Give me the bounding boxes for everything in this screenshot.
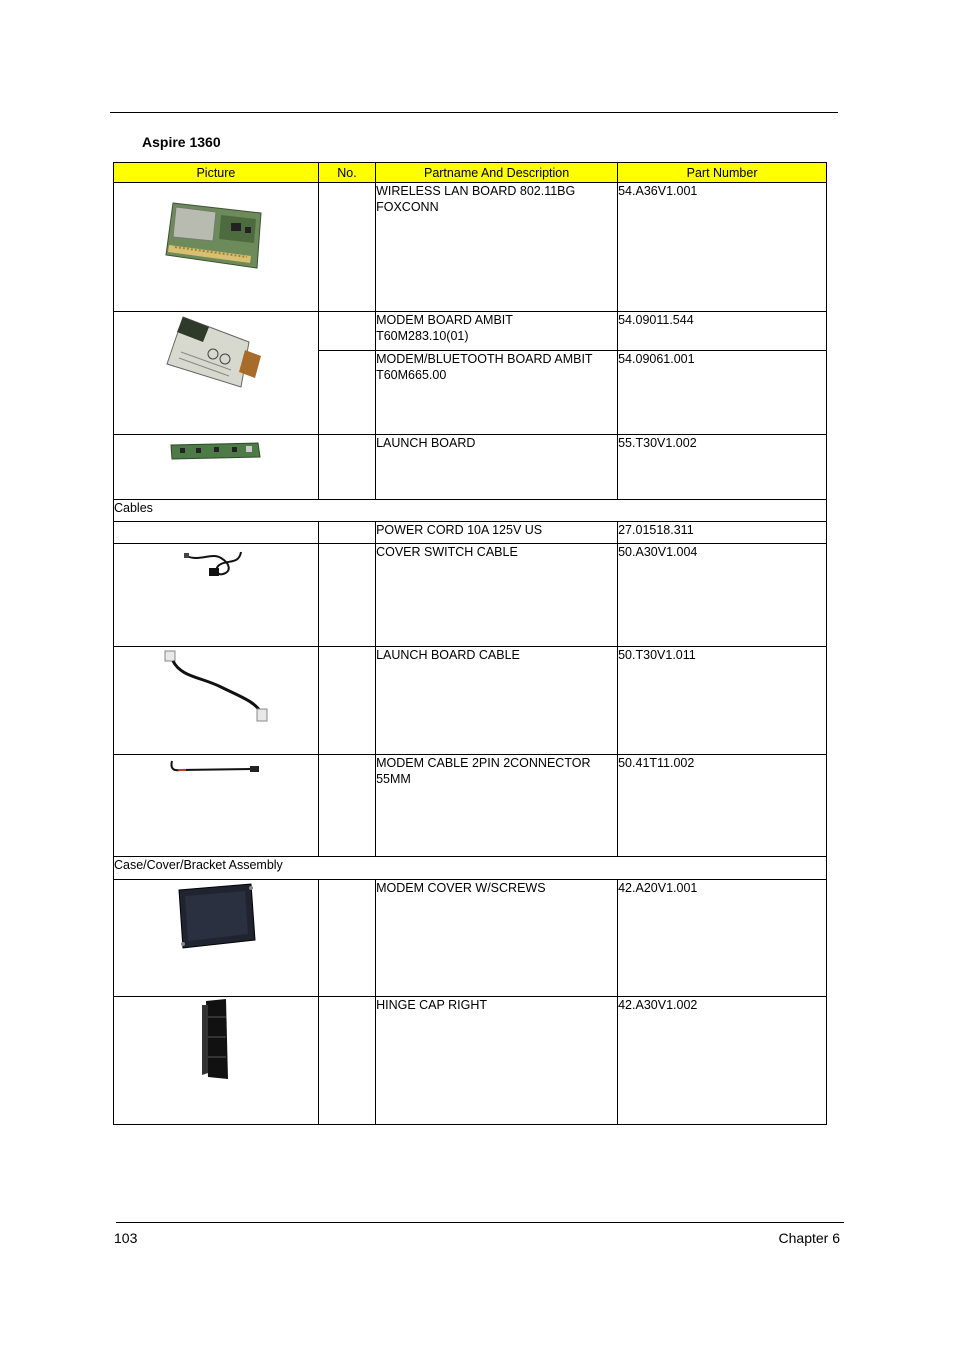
description-cell: MODEM BOARD AMBIT T60M283.10(01) xyxy=(376,312,618,351)
modem-cover-icon xyxy=(171,880,261,952)
no-cell xyxy=(318,312,375,351)
description-cell: MODEM/BLUETOOTH BOARD AMBIT T60M665.00 xyxy=(376,351,618,435)
table-row xyxy=(114,544,827,647)
cover-switch-cable-icon xyxy=(181,544,251,584)
no-cell xyxy=(318,997,375,1125)
header-part-number: Part Number xyxy=(618,163,827,183)
no-cell xyxy=(318,880,375,997)
description-cell: LAUNCH BOARD CABLE xyxy=(376,647,618,755)
description-cell: LAUNCH BOARD xyxy=(376,435,618,500)
no-cell xyxy=(318,755,375,857)
description-cell: POWER CORD 10A 125V US xyxy=(376,522,618,544)
section-row xyxy=(114,500,827,522)
part-number-cell: 55.T30V1.002 xyxy=(618,435,827,500)
header-row xyxy=(114,163,827,183)
description-cell: COVER SWITCH CABLE xyxy=(376,544,618,647)
launch-board-icon xyxy=(166,435,266,465)
no-cell xyxy=(318,647,375,755)
picture-cell xyxy=(114,435,319,500)
header-description: Partname And Description xyxy=(376,163,618,183)
table-row xyxy=(114,755,827,857)
table-row xyxy=(114,312,827,351)
description-cell: WIRELESS LAN BOARD 802.11BG FOXCONN xyxy=(376,183,618,312)
table-row xyxy=(114,183,827,312)
section-label: Case/Cover/Bracket Assembly xyxy=(114,857,827,880)
part-number-cell: 50.T30V1.011 xyxy=(618,647,827,755)
table-row xyxy=(114,435,827,500)
page-number: 103 xyxy=(114,1230,138,1246)
model-title: Aspire 1360 xyxy=(142,134,221,150)
picture-cell xyxy=(114,544,319,647)
part-number-cell: 42.A20V1.001 xyxy=(618,880,827,997)
header-no: No. xyxy=(318,163,375,183)
picture-cell xyxy=(114,997,319,1125)
part-number-cell: 54.09011.544 xyxy=(618,312,827,351)
top-rule xyxy=(110,112,838,113)
parts-table xyxy=(113,162,827,1125)
launch-board-cable-icon xyxy=(161,647,271,727)
table-row xyxy=(114,880,827,997)
no-cell xyxy=(318,351,375,435)
part-number-cell: 54.A36V1.001 xyxy=(618,183,827,312)
picture-cell xyxy=(114,755,319,857)
no-cell xyxy=(318,544,375,647)
description-cell: MODEM CABLE 2PIN 2CONNECTOR 55MM xyxy=(376,755,618,857)
part-number-cell: 54.09061.001 xyxy=(618,351,827,435)
picture-cell xyxy=(114,183,319,312)
part-number-cell: 42.A30V1.002 xyxy=(618,997,827,1125)
header-picture: Picture xyxy=(114,163,319,183)
table-row xyxy=(114,647,827,755)
modem-cable-icon xyxy=(168,755,263,779)
part-number-cell: 50.A30V1.004 xyxy=(618,544,827,647)
picture-cell xyxy=(114,312,319,435)
section-row xyxy=(114,857,827,880)
description-cell: HINGE CAP RIGHT xyxy=(376,997,618,1125)
modem-board-icon xyxy=(161,312,271,392)
section-label: Cables xyxy=(114,500,827,522)
picture-cell xyxy=(114,880,319,997)
wireless-lan-board-icon xyxy=(161,183,271,273)
no-cell xyxy=(318,183,375,312)
hinge-cap-icon xyxy=(196,997,236,1081)
picture-cell xyxy=(114,647,319,755)
part-number-cell: 27.01518.311 xyxy=(618,522,827,544)
no-cell xyxy=(318,522,375,544)
part-number-cell: 50.41T11.002 xyxy=(618,755,827,857)
table-row xyxy=(114,997,827,1125)
chapter-label: Chapter 6 xyxy=(778,1230,840,1246)
description-cell: MODEM COVER W/SCREWS xyxy=(376,880,618,997)
picture-cell xyxy=(114,522,319,544)
table-row xyxy=(114,522,827,544)
footer-rule xyxy=(116,1222,844,1223)
no-cell xyxy=(318,435,375,500)
